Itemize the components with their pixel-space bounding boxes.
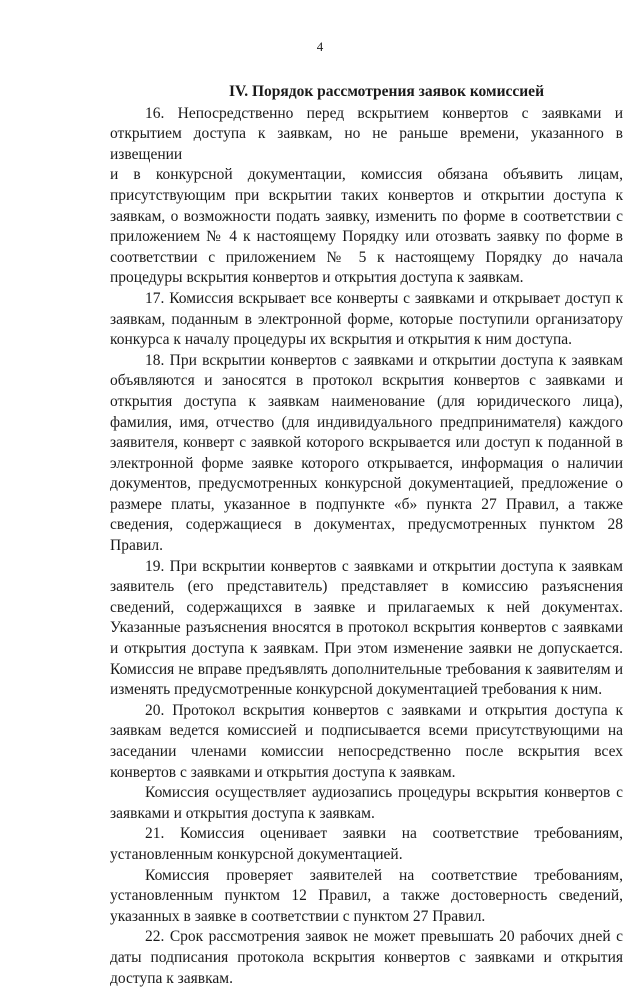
document-body	[110, 82, 623, 989]
paragraph-19: 19. При вскрытии конвертов с заявками и открытии доступа к заявкам заявитель (его представитель) представляет в комиссию разъяснения сведений, содержащихся в заявке и прилагаемых к ней документах. Указанные разъяснения вносятся в протокол вскрытия конвертов с заявками и открытия доступа к заявкам. При этом изменение заявки не допускается. Комиссия не вправе предъявлять дополнительные требования к заявителям и изменять предусмотренные конкурсной документацией требования к ним.	[110, 557, 623, 699]
section-heading: IV. Порядок рассмотрения заявок комиссией	[229, 83, 544, 100]
paragraph-16-part2: и в конкурсной документации, комиссия обязана объявить лицам, присутствующим при вскрытии таких конвертов и открытии доступа к заявкам, о возможности подать заявку, изменить по форме в соответствии с приложением № 4 к настоящему Порядку или отозвать заявку по форме в соответствии с приложением № 5 к настоящему Порядку до начала процедуры вскрытия конвертов и открытия доступа к заявкам.	[110, 166, 623, 287]
page-number: 4	[316, 39, 324, 54]
paragraph-21: 21. Комиссия оценивает заявки на соответствие требованиям, установленным конкурсной документацией.	[110, 825, 623, 863]
paragraph-18: 18. При вскрытии конвертов с заявками и открытии доступа к заявкам объявляются и заносятся в протокол вскрытия конвертов с заявками и открытия доступа к заявкам наименование (для юридического лица), фамилия, имя, отчество (для индивидуального предпринимателя) каждого заявителя, конверт с заявкой которого вскрывается или доступ к поданной в электронной форме заявке которого открывается, информация о наличии документов, предусмотренных конкурсной документацией, предложение о размере платы, указанное в подпункте «б» пункта 27 Правил, а также сведения, содержащиеся в документах, предусмотренных пунктом 28 Правил.	[110, 351, 623, 555]
paragraph-21-check: Комиссия проверяет заявителей на соответствие требованиям, установленным пунктом 12 Правил, а также достоверность сведений, указанных в заявке в соответствии с пунктом 27 Правил.	[110, 866, 623, 925]
paragraph-20: 20. Протокол вскрытия конвертов с заявками и открытия доступа к заявкам ведется комиссией и подписывается всеми присутствующими на заседании членами комиссии непосредственно после вскрытия всех конвертов с заявками и открытия доступа к заявкам.	[110, 701, 623, 781]
paragraph-20-audio: Комиссия осуществляет аудиозапись процедуры вскрытия конвертов с заявками и открытия доступа к заявкам.	[110, 784, 623, 822]
paragraph-17: 17. Комиссия вскрывает все конверты с заявками и открывает доступ к заявкам, поданным в электронной форме, которые поступили организатору конкурса к началу процедуры их вскрытия и открытия к ним доступа.	[110, 289, 623, 349]
paragraph-16	[110, 104, 623, 289]
paragraph-16-part1: 16. Непосредственно перед вскрытием конвертов с заявками и открытием доступа к заявкам, но не раньше времени, указанного в извещении	[110, 104, 623, 163]
paragraph-22: 22. Срок рассмотрения заявок не может превышать 20 рабочих дней с даты подписания протокола вскрытия конвертов с заявками и открытия доступа к заявкам.	[110, 928, 623, 987]
